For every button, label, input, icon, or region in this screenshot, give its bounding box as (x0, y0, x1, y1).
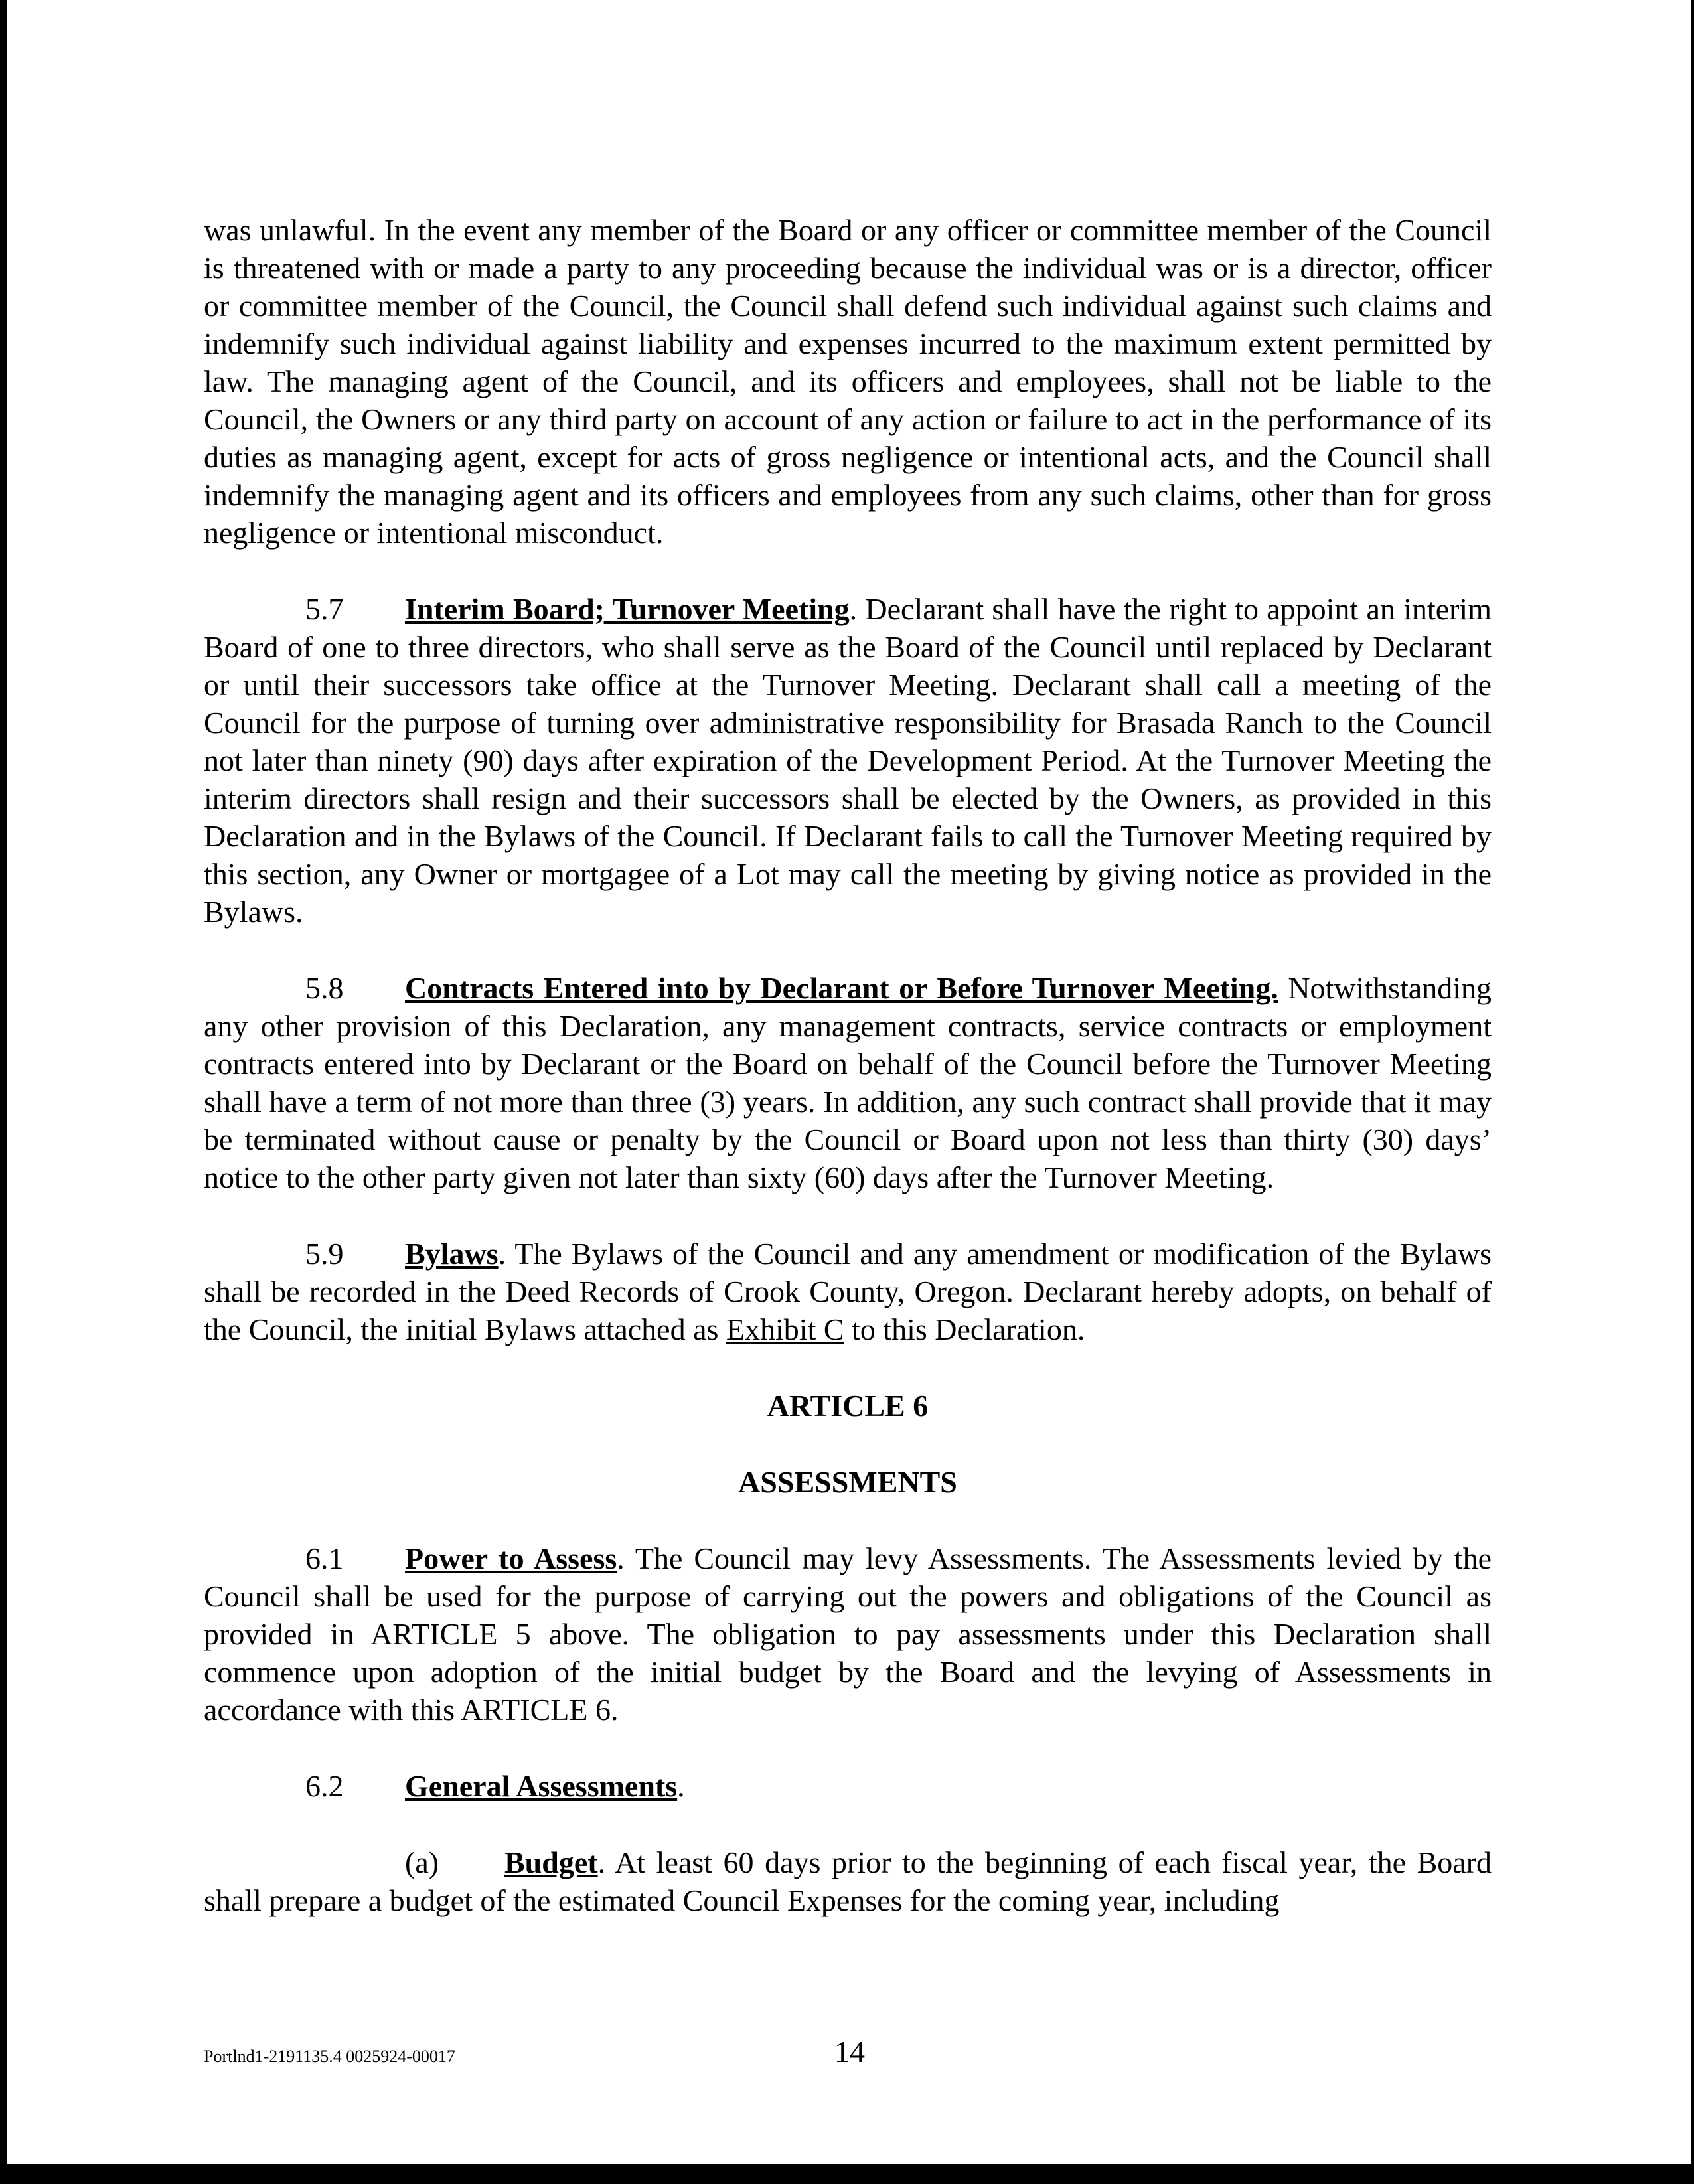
section-body-end: to this Declaration. (844, 1312, 1085, 1346)
heading-suffix: . (677, 1769, 685, 1803)
section-body: Notwithstanding any other provision of this Declaration, any management contracts, service contracts or employment contracts entered into by Declarant or the Board on behalf of the Council before the Turnover Meeting shall have a term of not more than three (3) years. In addition, any such contract shall provide that it may be terminated without cause or penalty by the Council or Board upon not less than thirty (30) days’ notice to the other party given not later than sixty (60) days after the Turnover Meeting. (204, 971, 1492, 1194)
footer-document-id: Portlnd1-2191135.4 0025924-00017 (204, 2047, 455, 2066)
section-body: The Council may levy Assessments. The Assessments levied by the Council shall be used for the purpose of carrying out the powers and obligations of the Council as provided in ARTICLE 5 above. The obligation to pay assessments under this Declaration shall commence upon adoption of the initial budget by the Board and the levying of Assessments in accordance with this ARTICLE 6. (204, 1541, 1492, 1727)
continuation-paragraph: was unlawful. In the event any member of the Board or any officer or committee member of the Council is threatened with or made a party to any proceeding because the individual was or is a director, officer or committee member of the Council, the Council shall defend such individual against such claims and indemnify such individual against liability and expenses incurred to the maximum extent permitted by law. The managing agent of the Council, and its officers and employees, shall not be liable to the Council, the Owners or any third party on account of any action or failure to act in the performance of its duties as managing agent, except for acts of gross negligence or intentional acts, and the Council shall indemnify the managing agent and its officers and employees from any such claims, other than for gross negligence or intentional misconduct. (204, 213, 1492, 550)
section-6-1 (204, 1539, 1492, 1729)
section-heading: Power to Assess (405, 1541, 617, 1575)
section-5-8 (204, 969, 1492, 1196)
section-heading: Bylaws (405, 1237, 499, 1271)
section-number: 6.2 (305, 1769, 344, 1803)
heading-suffix: . (849, 592, 858, 626)
section-body: Declarant shall have the right to appoint an interim Board of one to three directors, who shall serve as the Board of the Council until replaced by Declarant or until their successors take office at the Turnover Meeting. Declarant shall call a meeting of the Council for the purpose of turning over administrative responsibility for Brasada Ranch to the Council not later than ninety (90) days after expiration of the Development Period. At the Turnover Meeting the interim directors shall resign and their successors shall be elected by the Owners, as provided in this Declaration and in the Bylaws of the Council. If Declarant fails to call the Turnover Meeting required by this section, any Owner or mortgagee of a Lot may call the meeting by giving notice as provided in the Bylaws. (204, 592, 1492, 929)
section-5-9 (204, 1235, 1492, 1348)
subsection-body: At least 60 days prior to the beginning of each fiscal year, the Board shall prepare a budget of the estimated Council Expenses for the coming year, including (204, 1845, 1492, 1917)
page-number: 14 (834, 2035, 865, 2068)
section-5-7 (204, 590, 1492, 931)
section-heading: General Assessments (405, 1769, 678, 1803)
exhibit-c-reference: Exhibit C (726, 1312, 844, 1346)
document-body (204, 211, 1492, 1919)
subsection-heading: Budget (504, 1845, 598, 1879)
section-number: 5.9 (305, 1237, 344, 1271)
article-label: ARTICLE 6 (767, 1389, 929, 1423)
scan-border-bottom (0, 2164, 1694, 2184)
heading-suffix: . (498, 1237, 506, 1271)
article-title: ASSESSMENTS (738, 1465, 957, 1499)
section-number: 5.7 (305, 592, 344, 626)
section-6-2 (204, 1767, 1492, 1805)
heading-suffix: . (597, 1845, 606, 1879)
subsection-a-budget (204, 1843, 1492, 1919)
section-body: The Bylaws of the Council and any amendment or modification of the Bylaws shall be recorded in the Deed Records of Crook County, Oregon. Declarant hereby adopts, on behalf of the Council, the initial Bylaws attached as (204, 1237, 1492, 1346)
section-number: 5.8 (305, 971, 344, 1005)
heading-suffix: . (617, 1541, 625, 1575)
subsection-label: (a) (405, 1845, 439, 1879)
scan-border-right (1691, 0, 1694, 2184)
section-heading: Contracts Entered into by Declarant or Before Turnover Meeting. (405, 971, 1278, 1005)
section-heading: Interim Board; Turnover Meeting (405, 592, 850, 626)
section-number: 6.1 (305, 1541, 344, 1575)
scan-border-left (0, 0, 7, 2184)
